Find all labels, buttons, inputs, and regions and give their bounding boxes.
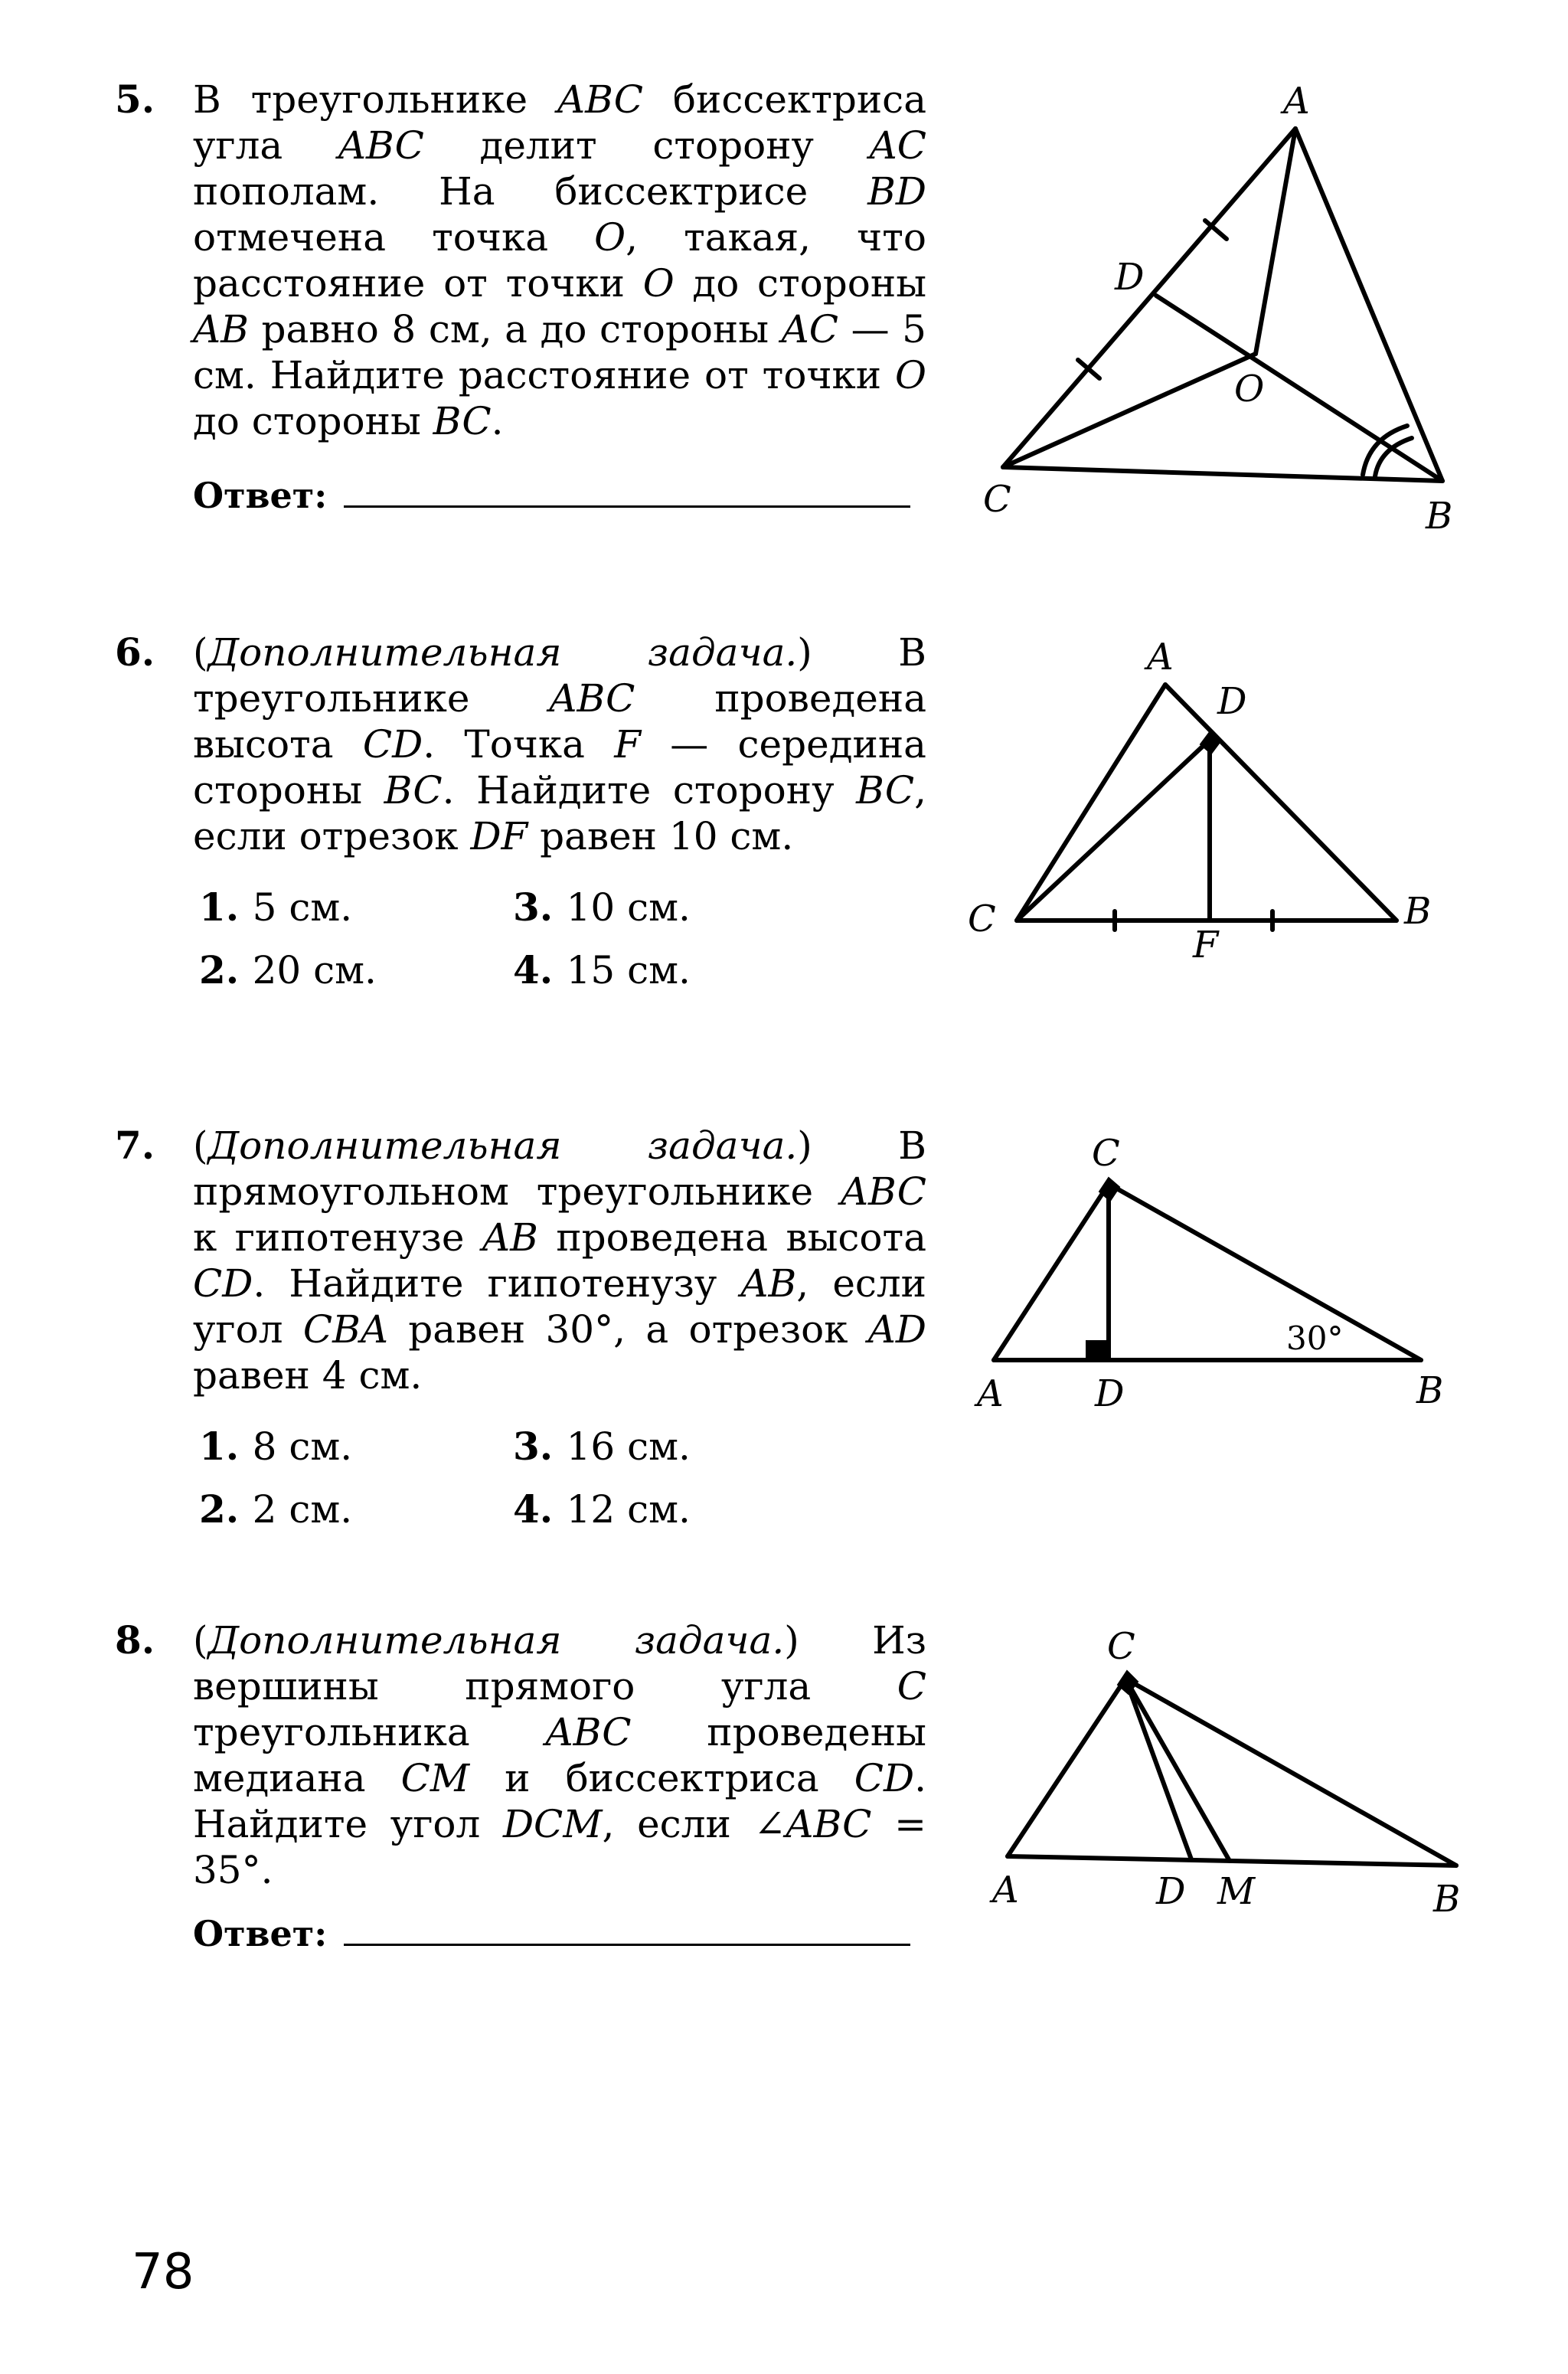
italic-term: ABC — [545, 1710, 632, 1754]
side-AC — [994, 1184, 1109, 1360]
answer-option[interactable] — [513, 939, 827, 1002]
answer-row — [115, 1913, 926, 1954]
italic-term: BC — [433, 399, 492, 443]
hypotenuse-AB — [1008, 1856, 1456, 1866]
option-text: 12 см. — [566, 1487, 691, 1532]
answer-option[interactable] — [513, 1478, 827, 1541]
problem-text — [115, 77, 926, 444]
problem-body: В треугольнике ABC биссектриса угла ABC делит сторону AC пополам. На биссектрисе BD отмечена точка O, такая, что расстояние от точки O до стороны AB равно 8 см, а до стороны AC — 5 см. Найдите расстояние от точки O до стороны BC. — [193, 77, 927, 443]
label-A: A — [992, 1869, 1019, 1911]
italic-term: ABC — [557, 77, 644, 122]
segment-CO — [1003, 354, 1256, 467]
italic-term: BD — [867, 169, 926, 214]
answer-field[interactable] — [344, 475, 910, 508]
italic-term: CM — [400, 1756, 470, 1800]
tick-mark — [1205, 221, 1227, 239]
problem-body: (Дополнительная задача.) Из вершины прямого угла C треугольника ABC проведены медиана CM и биссектриса CD. Найдите угол DCM, если ∠ABC = 35°. — [193, 1618, 927, 1892]
option-text: 15 см. — [566, 948, 691, 992]
answer-option[interactable] — [513, 876, 827, 939]
right-angle-mark — [1118, 1671, 1138, 1694]
side-AC — [1008, 1679, 1125, 1856]
problem-7 — [115, 1123, 926, 1541]
label-B: B — [1416, 1369, 1444, 1412]
answer-label: Ответ: — [193, 1913, 328, 1954]
label-D: D — [1115, 256, 1145, 299]
italic-term: AC — [869, 123, 926, 168]
italic-term: BC — [384, 768, 443, 813]
side-AC — [1003, 129, 1295, 467]
italic-term: BC — [856, 768, 915, 813]
italic-term: ABC — [840, 1169, 926, 1214]
label-C: C — [1107, 1625, 1135, 1668]
italic-term: Дополнительная задача. — [207, 1618, 785, 1663]
problem-number: 5. — [115, 77, 155, 122]
problem-number: 6. — [115, 629, 155, 675]
answer-label: Ответ: — [193, 475, 328, 516]
italic-term: Дополнительная задача. — [207, 630, 798, 675]
angle-arc — [1363, 426, 1407, 475]
option-text: 8 см. — [252, 1424, 353, 1469]
label-B: B — [1433, 1878, 1461, 1921]
problem-5 — [115, 77, 926, 516]
option-number: 2. — [199, 1486, 253, 1532]
label-B: B — [1404, 890, 1432, 933]
answer-option[interactable] — [199, 876, 513, 939]
option-text: 5 см. — [252, 885, 353, 930]
problem-6 — [115, 629, 926, 1002]
label-D: D — [1156, 1870, 1186, 1913]
option-number: 1. — [199, 885, 253, 930]
side-CB — [1125, 1679, 1456, 1866]
italic-term: CD — [854, 1756, 915, 1800]
label-A: A — [977, 1372, 1004, 1415]
problem-text — [115, 1123, 926, 1398]
problem-body: (Дополнительная задача.) В прямоугольном треугольнике ABC к гипотенузе AB проведена высота CD. Найдите гипотенузу AB, если угол CBA равен 30°, а отрезок AD равен 4 см. — [193, 1123, 926, 1398]
problem-body: (Дополнительная задача.) В треугольнике ABC проведена высота CD. Точка F — середина стороны BC. Найдите сторону BC, если отрезок DF равен 10 см. — [193, 630, 927, 858]
answer-option[interactable] — [199, 1478, 513, 1541]
problem-number: 8. — [115, 1617, 155, 1663]
italic-term: DCM — [502, 1802, 603, 1846]
segment-AO — [1256, 129, 1295, 354]
side-CB — [1003, 467, 1442, 481]
right-angle-mark — [1086, 1340, 1107, 1359]
option-number: 4. — [513, 1486, 567, 1532]
bisector-CD — [1125, 1679, 1191, 1859]
answer-field[interactable] — [344, 1913, 910, 1946]
tick-mark — [1078, 360, 1099, 378]
italic-term: F — [614, 722, 641, 767]
italic-term: AB — [482, 1215, 538, 1260]
label-D: D — [1217, 680, 1247, 723]
side-AB — [1165, 685, 1396, 920]
problem-number: 7. — [115, 1123, 155, 1168]
median-CM — [1125, 1679, 1230, 1861]
answer-option[interactable] — [199, 1415, 513, 1478]
italic-term: CD — [193, 1261, 253, 1306]
side-CB — [1109, 1184, 1421, 1360]
italic-term: CD — [362, 722, 423, 767]
problem-8 — [115, 1617, 926, 1954]
answer-option[interactable] — [513, 1415, 827, 1478]
problem-text — [115, 1617, 926, 1893]
bisector-BD — [1156, 296, 1442, 481]
label-F: F — [1193, 924, 1219, 966]
italic-term: DF — [470, 814, 528, 858]
label-C: C — [1092, 1132, 1120, 1175]
italic-term: C — [897, 1664, 926, 1709]
option-number: 3. — [513, 885, 567, 930]
italic-term: O — [642, 261, 675, 306]
page-number: 78 — [132, 2244, 194, 2300]
italic-term: ABC — [338, 123, 424, 168]
label-A: A — [1283, 80, 1310, 123]
italic-term: AB — [193, 307, 249, 352]
option-number: 4. — [513, 947, 567, 992]
label-C: C — [983, 478, 1011, 521]
option-text: 10 см. — [566, 885, 691, 930]
option-text: 20 см. — [252, 948, 377, 992]
italic-term: CBA — [302, 1307, 388, 1352]
answer-options — [115, 1415, 926, 1541]
option-text: 16 см. — [566, 1424, 691, 1469]
label-D: D — [1095, 1372, 1125, 1415]
option-number: 3. — [513, 1424, 567, 1469]
side-AB — [1295, 129, 1442, 481]
italic-term: ∠ABC — [753, 1802, 872, 1846]
side-AC — [1017, 685, 1165, 920]
altitude-CD — [1017, 740, 1210, 920]
label-O: O — [1234, 368, 1265, 410]
option-text: 2 см. — [252, 1487, 353, 1532]
label-B: B — [1426, 495, 1453, 538]
right-angle-mark — [1099, 1178, 1119, 1201]
angle-label: 30° — [1286, 1319, 1344, 1357]
italic-term: Дополнительная задача. — [207, 1123, 798, 1168]
italic-term: ABC — [549, 676, 635, 721]
answer-option[interactable] — [199, 939, 513, 1002]
option-number: 1. — [199, 1424, 253, 1469]
italic-term: O — [895, 353, 926, 397]
answer-row — [115, 475, 926, 516]
label-M: M — [1217, 1870, 1256, 1913]
label-A: A — [1147, 636, 1174, 679]
answer-options — [115, 876, 926, 1002]
italic-term: AB — [740, 1261, 797, 1306]
label-C: C — [968, 898, 996, 940]
italic-term: AD — [867, 1307, 926, 1352]
problem-text — [115, 629, 926, 859]
right-angle-mark — [1200, 732, 1220, 754]
italic-term: O — [594, 215, 626, 260]
option-number: 2. — [199, 947, 253, 992]
angle-arc — [1375, 438, 1412, 476]
italic-term: AC — [781, 307, 839, 352]
